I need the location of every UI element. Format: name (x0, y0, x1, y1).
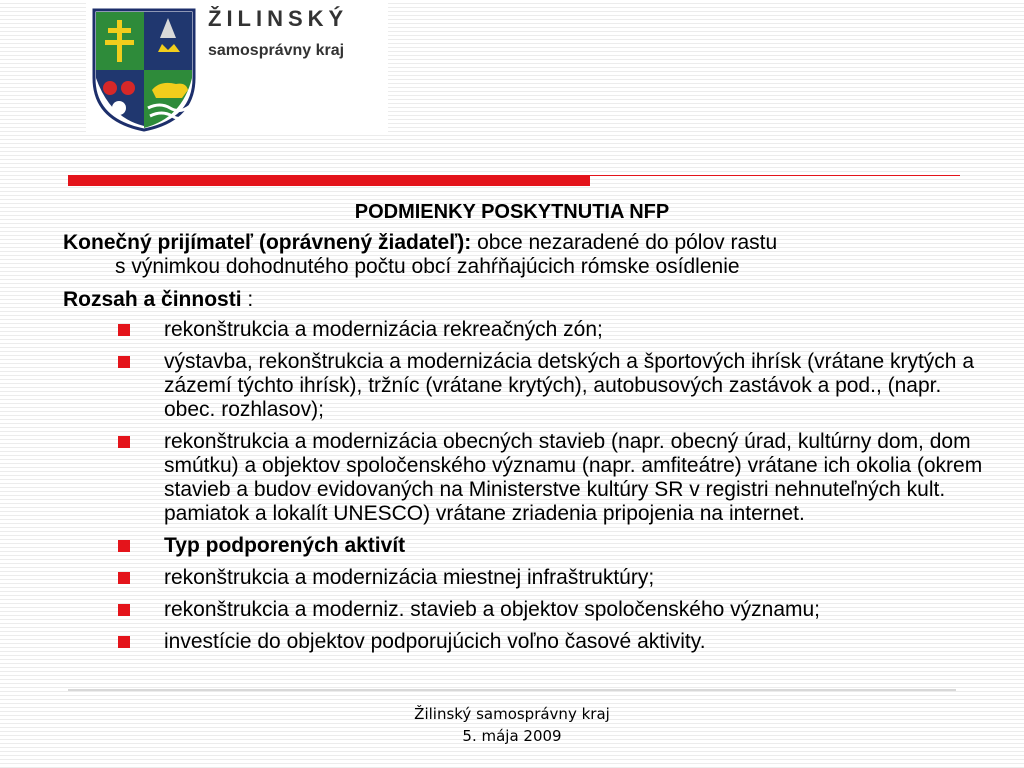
bullet-square-icon (118, 436, 130, 448)
activity-list (115, 318, 995, 662)
list-item: rekonštrukcia a moderniz. stavieb a objektov spoločenského významu; (115, 598, 995, 622)
logo (86, 0, 388, 134)
header-thin-line (590, 175, 960, 176)
recipient-label: Konečný prijímateľ (oprávnený žiadateľ): (63, 231, 472, 254)
list-item: rekonštrukcia a modernizácia obecných stavieb (napr. obecný úrad, kultúrny dom, dom smútku) a objektov spoločenského významu (napr. amfiteátre) vrátane ich okolia (okrem stavieb a budov evidovaných na Ministerstve kultúry SR v registri nehnuteľných kult. pamiatok a lokalít UNESCO) vrátane zriadenia pripojenia na internet. (115, 430, 995, 526)
bullet-square-icon (118, 636, 130, 648)
list-item: investície do objektov podporujúcich voľno časové aktivity. (115, 630, 995, 654)
list-item: Typ podporených aktivít (115, 534, 995, 558)
scope-label: Rozsah a činnosti (63, 288, 242, 311)
recipient-paragraph (63, 231, 1015, 279)
recipient-text-line2: s výnimkou dohodnutého počtu obcí zahŕňajúcich rómske osídlenie (115, 255, 740, 278)
bullet-square-icon (118, 324, 130, 336)
slide-heading: PODMIENKY POSKYTNUTIA NFP (354, 201, 670, 223)
footer-organization: Žilinský samosprávny kraj (414, 705, 610, 723)
logo-title: ŽILINSKÝ (208, 6, 349, 31)
list-item: rekonštrukcia a modernizácia miestnej infraštruktúry; (115, 566, 995, 590)
list-item: výstavba, rekonštrukcia a modernizácia detských a športových ihrísk (vrátane krytých a zázemí týchto ihrísk), tržníc (vrátane krytých), autobusových zastávok a pod., (napr. obec. rozhlasov); (115, 350, 995, 422)
recipient-text-line1: obce nezaradené do pólov rastu (471, 231, 778, 254)
bullet-square-icon (118, 604, 130, 616)
footer-divider (68, 689, 956, 691)
bullet-square-icon (118, 356, 130, 368)
list-item: rekonštrukcia a modernizácia rekreačných zón; (115, 318, 995, 342)
bullet-square-icon (118, 572, 130, 584)
footer-date: 5. mája 2009 (462, 727, 562, 745)
scope-paragraph (63, 288, 963, 312)
coat-of-arms-icon (90, 8, 198, 132)
logo-subtitle: samosprávny kraj (208, 42, 345, 59)
header-red-bar (68, 175, 590, 186)
bullet-square-icon (118, 540, 130, 552)
scope-suffix: : (241, 288, 254, 311)
